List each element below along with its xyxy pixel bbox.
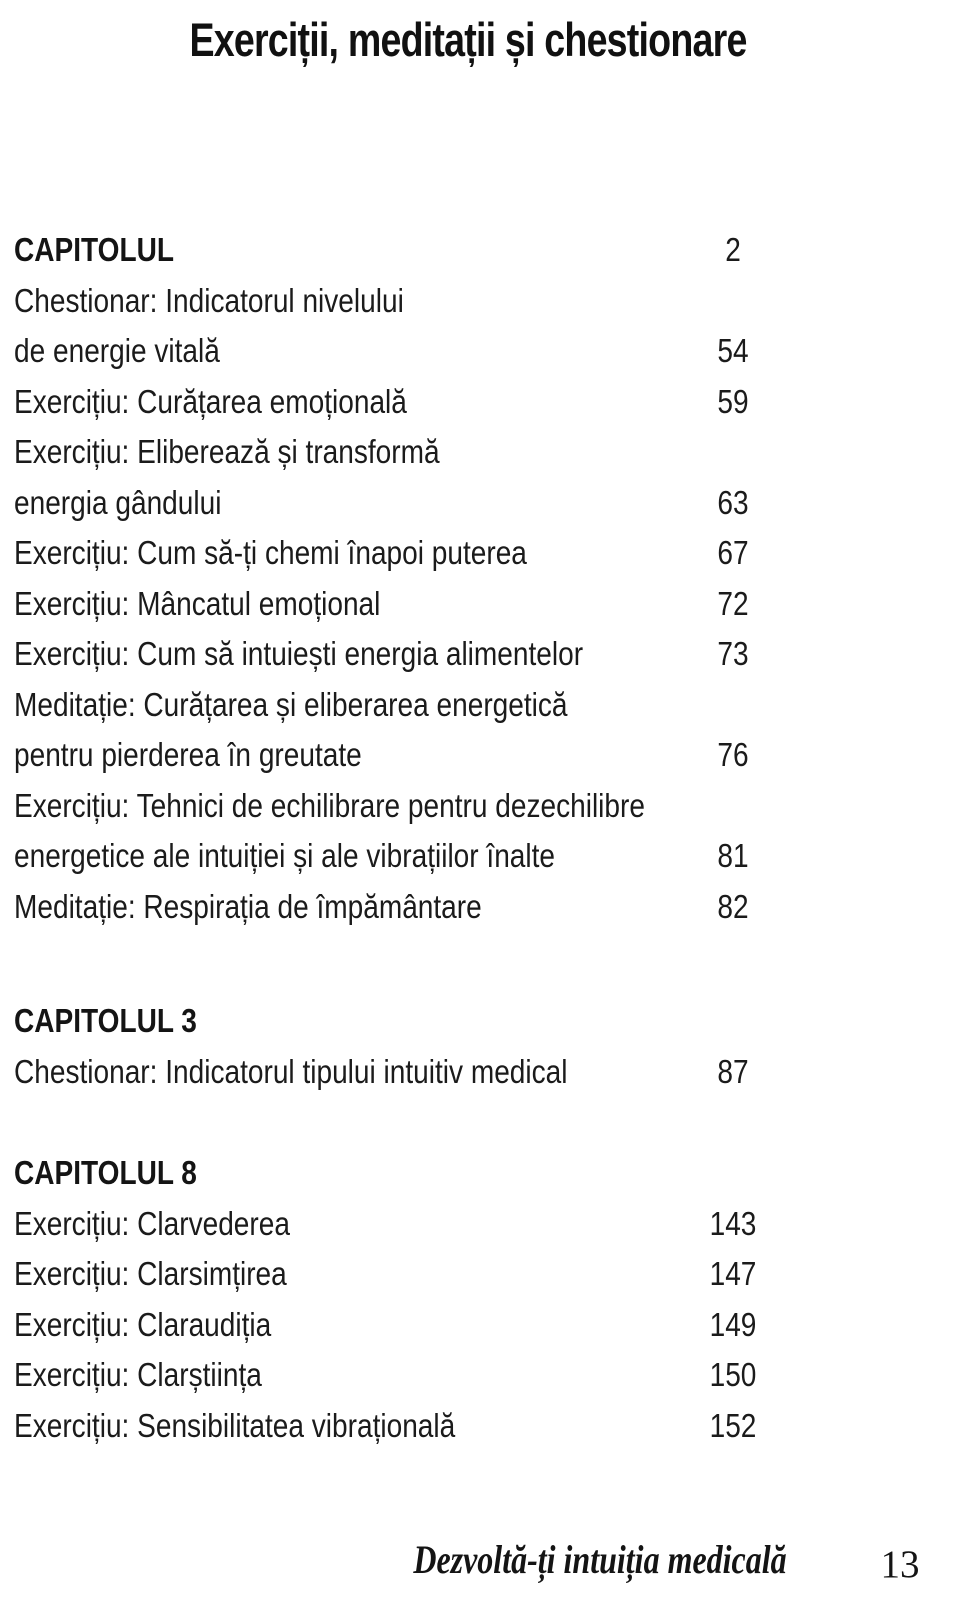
toc-entry-page: 149 [709,1305,757,1343]
toc-entry-text: Exercițiu: Clarștiința [14,1356,262,1393]
toc-entry [14,1047,973,1098]
toc-entry-text: Exercițiu: Cum să-ți chemi înapoi puterea [14,534,527,571]
toc-entry [14,680,973,781]
toc-entry-page: 87 [717,1052,749,1090]
section-heading-label: CAPITOLUL [14,231,174,268]
toc-entry-text: Exercițiu: Mâncatul emoțional [14,584,381,622]
toc-entry-page: 73 [717,635,749,672]
toc-entry-page: 81 [717,837,749,874]
toc-entry [14,276,973,377]
toc-entry-text: Meditație: Respirația de împământare [14,887,482,925]
toc-entry-page: 59 [717,382,749,420]
toc-entry [14,781,973,882]
toc-entry [14,882,973,933]
toc-entry-text: Exercițiu: Clarsimțirea [14,1255,287,1292]
toc-entry-page: 54 [717,332,749,369]
toc-entry-text: energia gândului [14,483,222,521]
toc-entry-text: Chestionar: Indicatorul nivelului [14,281,404,319]
toc-entry [14,1249,973,1300]
section-heading-label: CAPITOLUL 8 [14,1154,197,1191]
page-title: Exerciții, meditații și chestionare [189,13,747,66]
toc-entry-page: 147 [709,1255,757,1292]
section-heading-label: CAPITOLUL 3 [14,1002,197,1039]
toc-entry [14,579,973,630]
toc-entry-page: 72 [717,584,749,622]
toc-entry-text: Exercițiu: Tehnici de echilibrare pentru dezechilibre [14,786,645,824]
toc-entry-page: 143 [709,1204,757,1242]
toc-entry [14,1199,973,1250]
toc-entry [14,1350,973,1401]
toc-entry-text: energetice ale intuiției și ale vibrațiilor înalte [14,837,556,874]
toc-entry [14,1401,973,1452]
toc-entry-text: Exercițiu: Claraudiția [14,1305,272,1343]
footer-page-number: 13 [880,1543,920,1586]
table-of-contents [14,225,973,1451]
toc-entry-text: Meditație: Curățarea și eliberarea energetică [14,685,568,723]
toc-entry-page: 82 [717,887,749,925]
toc-entry [14,377,973,428]
toc-entry-text: Exercițiu: Sensibilitatea vibrațională [14,1406,456,1444]
section-heading [14,1148,973,1199]
toc-entry-text: pentru pierderea în greutate [14,736,362,773]
toc-entry-page: 63 [717,483,749,521]
toc-entry [14,1300,973,1351]
toc-entry-page: 67 [717,534,749,571]
toc-entry-text: Exercițiu: Eliberează și transformă [14,433,440,470]
toc-entry-page: 76 [717,736,749,773]
toc-entry-text: Exercițiu: Cum să intuiești energia alimentelor [14,635,584,672]
footer-book-title: Dezvoltă-ți intuiția medicală [413,1537,787,1582]
toc-entry [14,528,973,579]
toc-entry-text: Exercițiu: Curățarea emoțională [14,382,407,420]
toc-section-capitolul-3 [14,996,973,1097]
toc-entry-text: de energie vitală [14,332,220,369]
toc-section-capitolul-2 [14,225,973,932]
section-heading [14,996,973,1047]
toc-entry-text: Chestionar: Indicatorul tipului intuitiv medical [14,1052,568,1090]
section-heading-page: 2 [725,231,741,268]
toc-section-capitolul-8 [14,1148,973,1451]
section-heading [14,225,973,276]
toc-entry-page: 150 [709,1356,757,1393]
toc-entry-page: 152 [709,1406,757,1444]
toc-entry-text: Exercițiu: Clarvederea [14,1204,290,1242]
toc-entry [14,427,973,528]
toc-entry [14,629,973,680]
